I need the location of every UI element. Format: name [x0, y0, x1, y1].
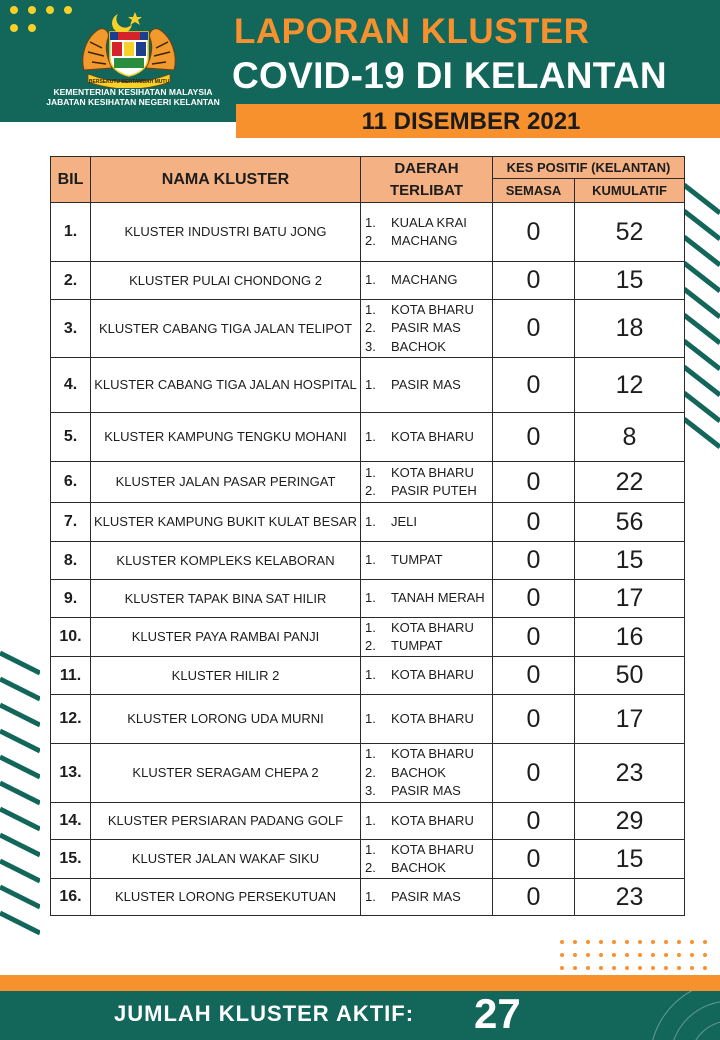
- daerah-list: [365, 841, 492, 878]
- daerah-list: [365, 376, 492, 395]
- daerah-list-item: [365, 666, 492, 685]
- table-row: [51, 618, 685, 657]
- daerah-item-number: 1.: [365, 619, 376, 635]
- header-nama-kluster: NAMA KLUSTER: [91, 157, 361, 203]
- daerah-item-number: 2.: [365, 764, 376, 780]
- cell-nama-kluster: KLUSTER PULAI CHONDONG 2: [91, 262, 361, 300]
- cell-bil: 3.: [51, 300, 91, 358]
- daerah-item-name: BACHOK: [391, 338, 446, 354]
- report-subtitle: COVID-19 DI KELANTAN: [232, 55, 667, 96]
- daerah-list: [365, 812, 492, 831]
- daerah-list-item: [365, 841, 492, 860]
- cell-bil: 9.: [51, 580, 91, 618]
- header-kumulatif: KUMULATIF: [575, 179, 685, 203]
- table-row: [51, 879, 685, 916]
- header-daerah-line-2: TERLIBAT: [389, 181, 464, 199]
- daerah-list-item: [365, 888, 492, 907]
- daerah-item-name: PASIR MAS: [391, 888, 461, 904]
- daerah-list: [365, 271, 492, 290]
- table-row: [51, 542, 685, 580]
- daerah-list: [365, 888, 492, 907]
- daerah-list-item: [365, 319, 492, 338]
- cell-nama-kluster: KLUSTER CABANG TIGA JALAN TELIPOT: [91, 300, 361, 358]
- table-row: [51, 358, 685, 413]
- daerah-item-number: 1.: [365, 376, 376, 392]
- cell-semasa: 0: [493, 262, 575, 300]
- daerah-item-number: 3.: [365, 783, 376, 799]
- daerah-item-number: 1.: [365, 710, 376, 726]
- cell-bil: 12.: [51, 695, 91, 744]
- daerah-list: [365, 513, 492, 532]
- daerah-item-name: KUALA KRAI: [391, 214, 467, 230]
- cell-kumulatif: 23: [575, 744, 685, 803]
- cell-semasa: 0: [493, 657, 575, 695]
- daerah-item-name: BACHOK: [391, 764, 446, 780]
- daerah-list-item: [365, 637, 492, 656]
- daerah-list: [365, 428, 492, 447]
- cell-nama-kluster: KLUSTER PAYA RAMBAI PANJI: [91, 618, 361, 657]
- cluster-table: [50, 156, 685, 916]
- cell-nama-kluster: KLUSTER KOMPLEKS KELABORAN: [91, 542, 361, 580]
- daerah-item-name: KOTA BHARU: [391, 667, 474, 683]
- header-semasa: SEMASA: [493, 179, 575, 203]
- cell-daerah-terlibat: [361, 580, 493, 618]
- table-row: [51, 744, 685, 803]
- cell-kumulatif: 15: [575, 840, 685, 879]
- cell-nama-kluster: KLUSTER INDUSTRI BATU JONG: [91, 203, 361, 262]
- cell-bil: 16.: [51, 879, 91, 916]
- daerah-item-name: KOTA BHARU: [391, 464, 474, 480]
- cell-daerah-terlibat: [361, 300, 493, 358]
- table-row: [51, 300, 685, 358]
- cell-bil: 6.: [51, 462, 91, 503]
- daerah-item-name: PASIR MAS: [391, 376, 461, 392]
- daerah-item-number: 1.: [365, 214, 376, 230]
- daerah-item-number: 1.: [365, 841, 376, 857]
- cell-semasa: 0: [493, 744, 575, 803]
- ministry-name: [8, 87, 258, 107]
- cell-kumulatif: 8: [575, 413, 685, 462]
- table-row: [51, 462, 685, 503]
- cell-kumulatif: 15: [575, 262, 685, 300]
- daerah-item-name: PASIR MAS: [391, 320, 461, 336]
- daerah-item-name: PASIR PUTEH: [391, 483, 477, 498]
- cell-bil: 2.: [51, 262, 91, 300]
- cell-kumulatif: 12: [575, 358, 685, 413]
- cell-nama-kluster: KLUSTER SERAGAM CHEPA 2: [91, 744, 361, 803]
- cell-kumulatif: 52: [575, 203, 685, 262]
- daerah-item-number: 2.: [365, 483, 376, 498]
- daerah-list-item: [365, 376, 492, 395]
- cell-nama-kluster: KLUSTER HILIR 2: [91, 657, 361, 695]
- cell-kumulatif: 17: [575, 580, 685, 618]
- ministry-line-1: KEMENTERIAN KESIHATAN MALAYSIA: [53, 87, 213, 97]
- daerah-list-item: [365, 464, 492, 483]
- cell-kumulatif: 50: [575, 657, 685, 695]
- cell-nama-kluster: KLUSTER PERSIARAN PADANG GOLF: [91, 803, 361, 840]
- ministry-line-2: JABATAN KESIHATAN NEGERI KELANTAN: [46, 97, 220, 107]
- daerah-item-name: KOTA BHARU: [391, 710, 474, 726]
- left-stripes-decoration: [0, 645, 40, 950]
- daerah-item-name: JELI: [391, 513, 418, 529]
- cell-semasa: 0: [493, 503, 575, 542]
- cell-nama-kluster: KLUSTER LORONG PERSEKUTUAN: [91, 879, 361, 916]
- cell-daerah-terlibat: [361, 840, 493, 879]
- cell-bil: 5.: [51, 413, 91, 462]
- daerah-list: [365, 464, 492, 501]
- daerah-list-item: [365, 428, 492, 447]
- total-active-clusters-label: JUMLAH KLUSTER AKTIF:: [114, 1001, 415, 1026]
- cell-daerah-terlibat: [361, 203, 493, 262]
- daerah-list-item: [365, 812, 492, 831]
- daerah-list-item: [365, 551, 492, 570]
- daerah-item-number: 1.: [365, 667, 376, 683]
- cell-bil: 7.: [51, 503, 91, 542]
- daerah-list: [365, 214, 492, 251]
- cell-daerah-terlibat: [361, 358, 493, 413]
- cell-kumulatif: 18: [575, 300, 685, 358]
- cell-semasa: 0: [493, 300, 575, 358]
- daerah-item-number: 1.: [365, 552, 376, 568]
- daerah-item-number: 1.: [365, 746, 376, 762]
- daerah-item-name: TUMPAT: [391, 638, 443, 653]
- cell-kumulatif: 16: [575, 618, 685, 657]
- daerah-item-name: KOTA BHARU: [391, 812, 474, 828]
- table-row: [51, 262, 685, 300]
- report-date: 11 DISEMBER 2021: [361, 108, 581, 135]
- daerah-item-name: MACHANG: [391, 233, 458, 248]
- table-row: [51, 503, 685, 542]
- right-stripes-decoration: [684, 175, 720, 465]
- cell-kumulatif: 15: [575, 542, 685, 580]
- cell-nama-kluster: KLUSTER JALAN PASAR PERINGAT: [91, 462, 361, 503]
- cell-kumulatif: 23: [575, 879, 685, 916]
- cell-semasa: 0: [493, 580, 575, 618]
- cell-semasa: 0: [493, 879, 575, 916]
- daerah-item-name: KOTA BHARU: [391, 428, 474, 444]
- footer-arcs-decoration: [560, 991, 720, 1040]
- daerah-list-item: [365, 710, 492, 729]
- daerah-list-item: [365, 859, 492, 878]
- daerah-list-item: [365, 764, 492, 783]
- daerah-item-number: 1.: [365, 888, 376, 904]
- cell-kumulatif: 17: [575, 695, 685, 744]
- daerah-list: [365, 666, 492, 685]
- daerah-list-item: [365, 745, 492, 764]
- cell-semasa: 0: [493, 462, 575, 503]
- cell-nama-kluster: KLUSTER LORONG UDA MURNI: [91, 695, 361, 744]
- cell-nama-kluster: KLUSTER JALAN WAKAF SIKU: [91, 840, 361, 879]
- daerah-item-name: BACHOK: [391, 860, 446, 875]
- daerah-list-item: [365, 482, 492, 501]
- header-kes-positif: KES POSITIF (KELANTAN): [493, 157, 685, 179]
- cell-daerah-terlibat: [361, 744, 493, 803]
- table-row: [51, 657, 685, 695]
- cell-daerah-terlibat: [361, 657, 493, 695]
- malaysia-crest-logo: [74, 8, 184, 88]
- cell-nama-kluster: KLUSTER KAMPUNG BUKIT KULAT BESAR: [91, 503, 361, 542]
- cell-kumulatif: 56: [575, 503, 685, 542]
- cell-semasa: 0: [493, 695, 575, 744]
- daerah-list: [365, 710, 492, 729]
- daerah-list-item: [365, 271, 492, 290]
- cell-semasa: 0: [493, 203, 575, 262]
- table-row: [51, 695, 685, 744]
- daerah-item-number: 3.: [365, 338, 376, 354]
- table-row: [51, 803, 685, 840]
- daerah-item-number: 1.: [365, 464, 376, 480]
- cluster-table-body: [51, 203, 685, 916]
- header-daerah-line-1: DAERAH: [394, 159, 459, 177]
- cell-nama-kluster: KLUSTER KAMPUNG TENGKU MOHANI: [91, 413, 361, 462]
- cell-daerah-terlibat: [361, 618, 493, 657]
- table-row: [51, 840, 685, 879]
- daerah-item-name: KOTA BHARU: [391, 301, 474, 317]
- cell-kumulatif: 29: [575, 803, 685, 840]
- cell-semasa: 0: [493, 618, 575, 657]
- daerah-list: [365, 551, 492, 570]
- report-title: LAPORAN KLUSTER: [234, 12, 590, 51]
- daerah-item-name: KOTA BHARU: [391, 619, 474, 635]
- cell-nama-kluster: KLUSTER TAPAK BINA SAT HILIR: [91, 580, 361, 618]
- cell-semasa: 0: [493, 542, 575, 580]
- total-active-clusters-value: 27: [474, 990, 521, 1037]
- cell-bil: 11.: [51, 657, 91, 695]
- daerah-list-item: [365, 782, 492, 801]
- daerah-item-number: 1.: [365, 428, 376, 444]
- daerah-item-number: 1.: [365, 812, 376, 828]
- cell-bil: 13.: [51, 744, 91, 803]
- daerah-item-name: MACHANG: [391, 272, 458, 288]
- svg-text:BERSEKUTU BERTAMBAH MUTU: BERSEKUTU BERTAMBAH MUTU: [88, 79, 170, 85]
- cell-bil: 14.: [51, 803, 91, 840]
- header-daerah-terlibat: [361, 157, 493, 203]
- daerah-list-item: [365, 513, 492, 532]
- daerah-item-name: KOTA BHARU: [391, 841, 474, 857]
- daerah-item-number: 1.: [365, 272, 376, 288]
- cell-bil: 4.: [51, 358, 91, 413]
- cell-nama-kluster: KLUSTER CABANG TIGA JALAN HOSPITAL: [91, 358, 361, 413]
- cell-kumulatif: 22: [575, 462, 685, 503]
- table-row: [51, 413, 685, 462]
- cell-daerah-terlibat: [361, 503, 493, 542]
- daerah-list-item: [365, 301, 492, 320]
- cell-daerah-terlibat: [361, 879, 493, 916]
- daerah-item-number: 1.: [365, 590, 376, 606]
- cell-daerah-terlibat: [361, 695, 493, 744]
- daerah-list: [365, 589, 492, 608]
- daerah-list: [365, 745, 492, 801]
- cell-bil: 8.: [51, 542, 91, 580]
- daerah-item-number: 2.: [365, 860, 376, 875]
- daerah-item-number: 2.: [365, 638, 376, 653]
- cell-daerah-terlibat: [361, 542, 493, 580]
- cell-semasa: 0: [493, 840, 575, 879]
- daerah-item-number: 1.: [365, 513, 376, 529]
- cell-semasa: 0: [493, 803, 575, 840]
- footer-orange-bar: [0, 975, 720, 991]
- daerah-item-name: TUMPAT: [391, 552, 443, 568]
- daerah-list-item: [365, 232, 492, 251]
- cell-daerah-terlibat: [361, 462, 493, 503]
- table-row: [51, 203, 685, 262]
- cell-semasa: 0: [493, 413, 575, 462]
- daerah-list: [365, 619, 492, 656]
- daerah-item-number: 2.: [365, 233, 376, 248]
- daerah-list-item: [365, 589, 492, 608]
- daerah-list-item: [365, 338, 492, 357]
- daerah-item-name: PASIR MAS: [391, 783, 461, 799]
- daerah-item-number: 1.: [365, 301, 376, 317]
- daerah-item-number: 2.: [365, 320, 376, 336]
- cell-bil: 10.: [51, 618, 91, 657]
- daerah-list: [365, 301, 492, 357]
- cell-bil: 1.: [51, 203, 91, 262]
- table-row: [51, 580, 685, 618]
- daerah-item-name: KOTA BHARU: [391, 746, 474, 762]
- daerah-list-item: [365, 619, 492, 638]
- daerah-list-item: [365, 214, 492, 233]
- cell-daerah-terlibat: [361, 803, 493, 840]
- cell-daerah-terlibat: [361, 413, 493, 462]
- cell-bil: 15.: [51, 840, 91, 879]
- cell-daerah-terlibat: [361, 262, 493, 300]
- daerah-item-name: TANAH MERAH: [391, 590, 485, 606]
- header-bil: BIL: [51, 157, 91, 203]
- cell-semasa: 0: [493, 358, 575, 413]
